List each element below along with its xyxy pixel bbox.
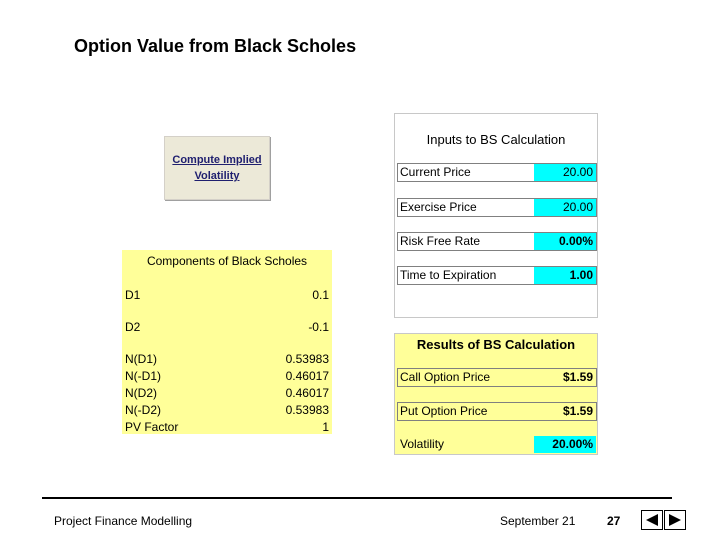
input-row-exercise-price: [397, 198, 597, 217]
inputs-title: Inputs to BS Calculation: [426, 132, 566, 147]
input-row-current-price: [397, 163, 597, 182]
input-label: Time to Expiration: [400, 268, 497, 282]
volatility-value[interactable]: 20.00%: [534, 436, 596, 453]
component-row-nd2: [125, 386, 329, 402]
component-label: N(D2): [125, 386, 157, 400]
input-label: Exercise Price: [400, 200, 477, 214]
footer-date: September 21: [500, 514, 576, 528]
component-label: PV Factor: [125, 420, 179, 434]
component-label: D2: [125, 320, 141, 334]
result-label: Put Option Price: [400, 404, 488, 418]
input-label: Risk Free Rate: [400, 234, 481, 248]
input-label: Current Price: [400, 165, 471, 179]
footer-course-title: Project Finance Modelling: [54, 514, 193, 528]
component-value: 0.1: [312, 288, 329, 302]
inputs-panel: [394, 113, 598, 318]
compute-implied-volatility-button[interactable]: [164, 136, 270, 200]
component-row-d2: [125, 320, 329, 336]
result-label: Volatility: [400, 437, 445, 451]
component-row-nd1: [125, 352, 329, 368]
footer-divider: [42, 497, 672, 499]
button-label-line1: Compute Implied: [172, 154, 262, 166]
button-label-line2: Volatility: [194, 170, 240, 182]
put-option-price-value: $1.59: [534, 403, 596, 420]
component-value: 0.53983: [285, 403, 329, 417]
component-label: N(D1): [125, 352, 157, 366]
component-row-n-neg-d2: [125, 403, 329, 419]
next-slide-button[interactable]: [664, 510, 686, 530]
input-row-risk-free-rate: [397, 232, 597, 251]
result-row-put-price: [397, 402, 597, 421]
risk-free-rate-input[interactable]: 0.00%: [534, 233, 596, 250]
exercise-price-input[interactable]: 20.00: [534, 199, 596, 216]
component-value: 0.53983: [285, 352, 329, 366]
slide-title: Option Value from Black Scholes: [74, 36, 357, 56]
components-panel: [122, 250, 332, 434]
result-label: Call Option Price: [400, 370, 491, 384]
results-panel: [394, 333, 598, 455]
result-row-volatility: [397, 435, 597, 454]
component-value: 0.46017: [285, 369, 329, 383]
previous-slide-button[interactable]: [641, 510, 663, 530]
component-row-pv-factor: [125, 420, 329, 434]
input-row-time-to-expiration: [397, 266, 597, 285]
component-row-d1: [125, 288, 329, 304]
call-option-price-value: $1.59: [534, 369, 596, 386]
triangle-left-icon: [645, 513, 659, 527]
time-to-expiration-input[interactable]: 1.00: [534, 267, 596, 284]
current-price-input[interactable]: 20.00: [534, 164, 596, 181]
component-label: N(-D1): [125, 369, 161, 383]
components-title: Components of Black Scholes: [146, 254, 308, 268]
component-label: D1: [125, 288, 141, 302]
footer-page-number: 27: [607, 514, 621, 528]
component-row-n-neg-d1: [125, 369, 329, 385]
results-title: Results of BS Calculation: [416, 337, 576, 352]
component-label: N(-D2): [125, 403, 161, 417]
component-value: 1: [322, 420, 329, 434]
result-row-call-price: [397, 368, 597, 387]
triangle-right-icon: [668, 513, 682, 527]
component-value: 0.46017: [285, 386, 329, 400]
component-value: -0.1: [308, 320, 329, 334]
